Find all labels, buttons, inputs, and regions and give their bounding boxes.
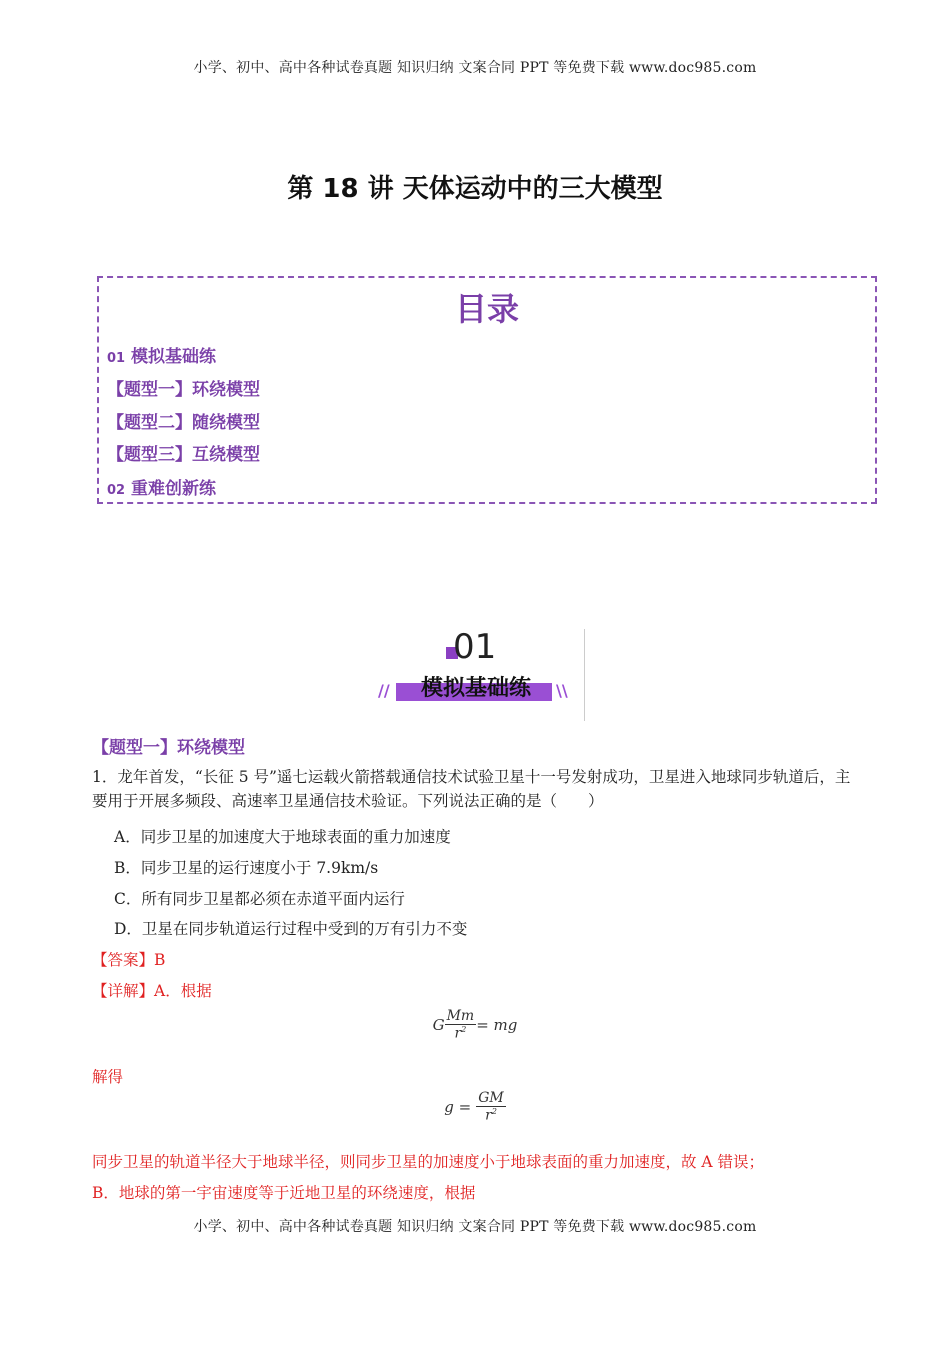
- page-title: 第 18 讲 天体运动中的三大模型: [287, 174, 663, 204]
- toc-item-type-one[interactable]: [107, 375, 260, 400]
- formula-denominator-exponent: 2: [461, 1025, 467, 1034]
- solve-label: 解得: [92, 1068, 124, 1086]
- toc-item-label: 【题型二】随绕模型: [107, 413, 260, 433]
- banner-number: 01: [453, 627, 497, 667]
- toc-item-label: 【题型一】环绕模型: [107, 380, 260, 400]
- formula-denominator-exponent: 2: [491, 1107, 497, 1116]
- toc-item-basic-practice[interactable]: [107, 342, 216, 367]
- toc-item-advanced-practice[interactable]: [107, 474, 216, 499]
- formula-left: G: [432, 1015, 445, 1034]
- banner-label: 模拟基础练: [420, 676, 531, 701]
- toc-item-number: 01: [107, 351, 126, 366]
- answer-line: 【答案】B: [92, 951, 166, 969]
- detail-intro: 【详解】A．根据: [92, 982, 212, 1000]
- toc-item-label: 重难创新练: [131, 479, 217, 499]
- option-c: C．所有同步卫星都必须在赤道平面内运行: [114, 890, 405, 908]
- formula-left: g =: [444, 1097, 472, 1116]
- toc-item-type-three[interactable]: [107, 440, 260, 465]
- section-banner: [368, 625, 588, 725]
- formula-gravity: [0, 1008, 950, 1042]
- formula-right: = mg: [476, 1015, 518, 1034]
- option-a: A．同步卫星的加速度大于地球表面的重力加速度: [114, 828, 451, 846]
- question-text: 1．龙年首发，“长征 5 号”遥七运载火箭搭载通信技术试验卫星十一号发射成功，卫星进入地球同步轨道后，主要用于开展多频段、高速率卫星通信技术验证。下列说法正确的是（ ）: [92, 768, 851, 810]
- toc-item-number: 02: [107, 483, 126, 498]
- formula-denominator: [476, 1107, 506, 1124]
- banner-slash-left-icon: //: [378, 681, 390, 700]
- formula-numerator: GM: [478, 1090, 504, 1106]
- formula-fraction: [445, 1008, 477, 1042]
- section-heading: 【题型一】环绕模型: [92, 738, 245, 758]
- banner-slash-right-icon: \\: [556, 681, 568, 700]
- formula-fraction: [476, 1090, 506, 1124]
- option-b: B．同步卫星的运行速度小于 7.9km/s: [114, 859, 379, 877]
- formula-numerator: Mm: [446, 1008, 475, 1024]
- toc-heading: 目录: [454, 290, 519, 328]
- formula-denominator: [445, 1025, 477, 1042]
- option-d: D．卫星在同步轨道运行过程中受到的万有引力不变: [114, 920, 468, 938]
- toc-item-type-two[interactable]: [107, 408, 260, 433]
- toc-item-label: 【题型三】互绕模型: [107, 445, 260, 465]
- formula-denominator-base: r: [485, 1107, 492, 1124]
- explanation-line-1: 同步卫星的轨道半径大于地球半径，则同步卫星的加速度小于地球表面的重力加速度，故 A 错误；: [92, 1153, 765, 1171]
- formula-g: [0, 1090, 950, 1124]
- toc-item-label: 模拟基础练: [131, 347, 217, 367]
- banner-divider: [584, 629, 585, 721]
- formula-denominator-base: r: [454, 1025, 462, 1042]
- table-of-contents: [97, 276, 877, 504]
- explanation-line-2: B．地球的第一宇宙速度等于近地卫星的环绕速度，根据: [92, 1184, 476, 1202]
- page-footer: 小学、初中、高中各种试卷真题 知识归纳 文案合同 PPT 等免费下载 www.doc985.com: [193, 1219, 757, 1235]
- page-header: 小学、初中、高中各种试卷真题 知识归纳 文案合同 PPT 等免费下载 www.doc985.com: [193, 60, 757, 76]
